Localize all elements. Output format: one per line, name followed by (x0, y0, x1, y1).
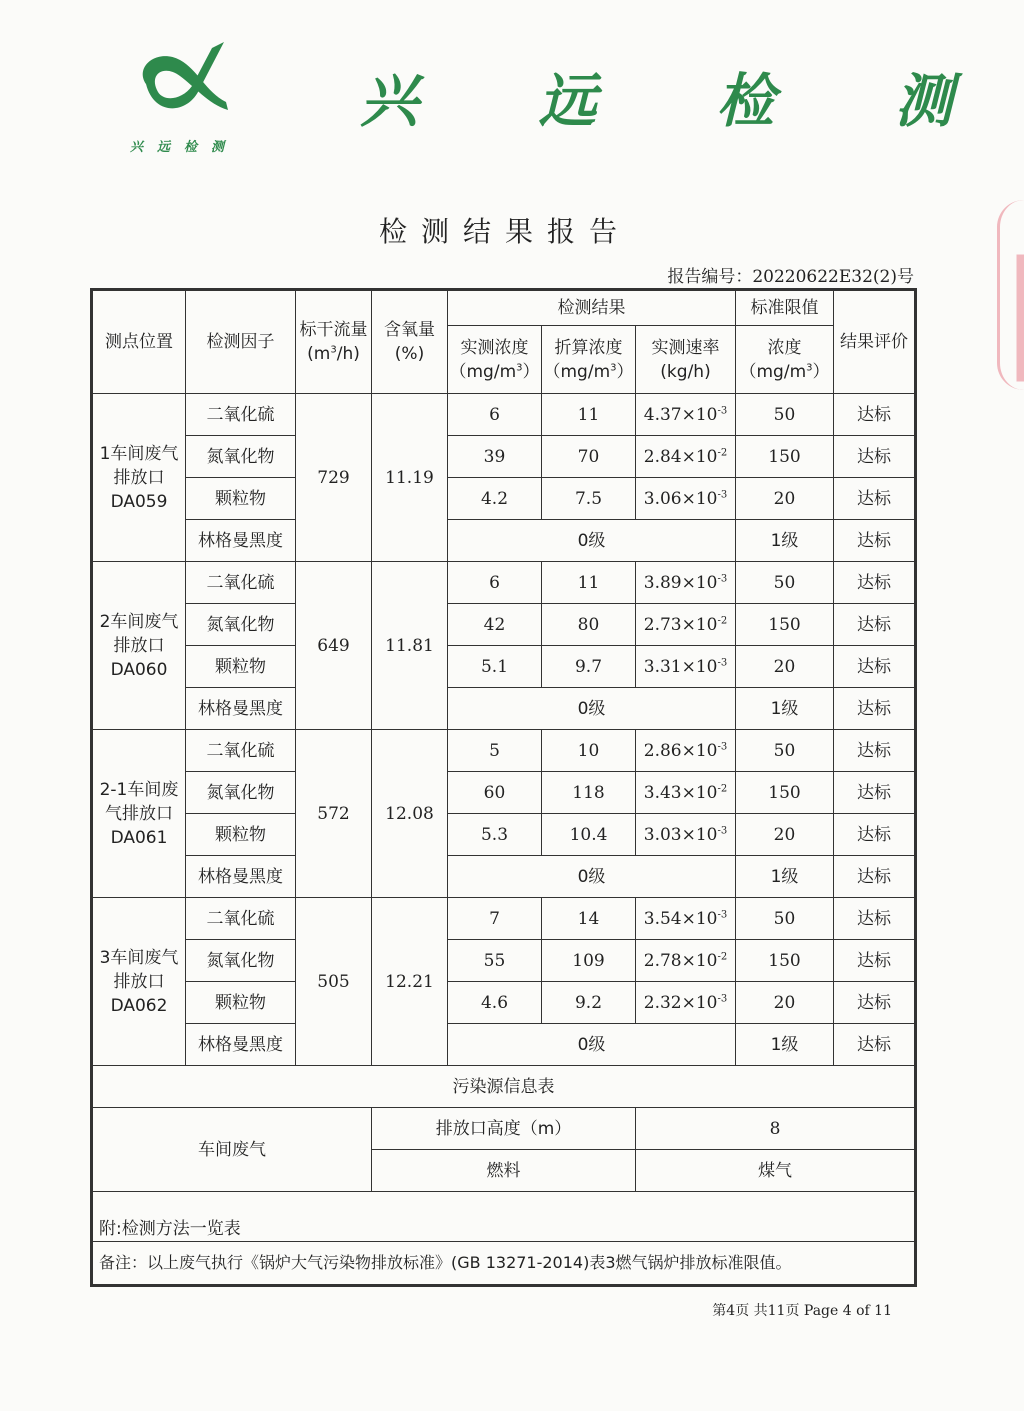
evaluation-cell: 达标 (834, 1024, 916, 1066)
limit-cell: 150 (736, 604, 834, 646)
height-value: 8 (636, 1108, 916, 1150)
table-row (92, 940, 916, 982)
evaluation-cell: 达标 (834, 856, 916, 898)
table-row (92, 394, 916, 436)
converted-conc-cell: 11 (542, 562, 636, 604)
evaluation-cell: 达标 (834, 730, 916, 772)
evaluation-cell: 达标 (834, 562, 916, 604)
measured-rate-cell: $3.43\times 10^{-2}$ (636, 772, 736, 814)
table-row (92, 520, 916, 562)
converted-conc-cell: 7.5 (542, 478, 636, 520)
appendix-row (92, 1192, 916, 1242)
results-table (90, 288, 917, 1287)
ringelmann-value-cell: 0级 (448, 520, 736, 562)
header-flow: 标干流量 $(m^3/h)$ (296, 290, 372, 394)
converted-conc-cell: 9.2 (542, 982, 636, 1024)
evaluation-cell: 达标 (834, 646, 916, 688)
measured-conc-cell: 5.3 (448, 814, 542, 856)
measured-rate-cell: $3.31\times 10^{-3}$ (636, 646, 736, 688)
evaluation-cell: 达标 (834, 478, 916, 520)
ringelmann-value-cell: 0级 (448, 1024, 736, 1066)
limit-cell: 1级 (736, 856, 834, 898)
factor-cell: 颗粒物 (186, 814, 296, 856)
ringelmann-value-cell: 0级 (448, 688, 736, 730)
oxygen-cell: 11.81 (372, 562, 448, 730)
limit-cell: 1级 (736, 1024, 834, 1066)
oxygen-cell: 12.08 (372, 730, 448, 898)
measured-rate-cell: $2.86\times 10^{-3}$ (636, 730, 736, 772)
header-location: 测点位置 (92, 290, 186, 394)
measured-conc-cell: 5 (448, 730, 542, 772)
company-logo-icon (128, 36, 238, 126)
measured-conc-cell: 60 (448, 772, 542, 814)
flow-cell: 729 (296, 394, 372, 562)
factor-cell: 颗粒物 (186, 646, 296, 688)
evaluation-cell: 达标 (834, 688, 916, 730)
evaluation-cell: 达标 (834, 394, 916, 436)
factor-cell: 二氧化硫 (186, 562, 296, 604)
brand-title: 兴 远 检 测 (360, 67, 1003, 135)
oxygen-cell: 12.21 (372, 898, 448, 1066)
location-cell: 2-1车间废气排放口DA061 (92, 730, 186, 898)
factor-cell: 颗粒物 (186, 478, 296, 520)
remark-row (92, 1242, 916, 1286)
limit-cell: 50 (736, 898, 834, 940)
measured-rate-cell: $2.84\times 10^{-2}$ (636, 436, 736, 478)
limit-cell: 20 (736, 646, 834, 688)
source-info-title-row (92, 1066, 916, 1108)
measured-conc-cell: 7 (448, 898, 542, 940)
table-row (92, 856, 916, 898)
measured-rate-cell: $4.37\times 10^{-3}$ (636, 394, 736, 436)
factor-cell: 林格曼黑度 (186, 688, 296, 730)
table-row (92, 436, 916, 478)
logo-caption: 兴远检测 (130, 140, 239, 155)
table-row (92, 1024, 916, 1066)
limit-cell: 50 (736, 394, 834, 436)
factor-cell: 二氧化硫 (186, 394, 296, 436)
factor-cell: 二氧化硫 (186, 898, 296, 940)
converted-conc-cell: 80 (542, 604, 636, 646)
converted-conc-cell: 9.7 (542, 646, 636, 688)
table-row (92, 688, 916, 730)
factor-cell: 氮氧化物 (186, 604, 296, 646)
limit-cell: 20 (736, 478, 834, 520)
height-label: 排放口高度（m） (372, 1108, 636, 1150)
evaluation-cell: 达标 (834, 898, 916, 940)
factor-cell: 林格曼黑度 (186, 520, 296, 562)
measured-rate-cell: $3.03\times 10^{-3}$ (636, 814, 736, 856)
header-measured-conc: 实测浓度 $(mg/m^3)$ (448, 326, 542, 394)
flow-cell: 572 (296, 730, 372, 898)
remark-note: 备注：以上废气执行《锅炉大气污染物排放标准》(GB 13271-2014)表3燃气锅炉排放标准限值。 (92, 1242, 916, 1286)
factor-cell: 氮氧化物 (186, 772, 296, 814)
factor-cell: 林格曼黑度 (186, 1024, 296, 1066)
factor-cell: 氮氧化物 (186, 940, 296, 982)
limit-cell: 50 (736, 562, 834, 604)
measured-rate-cell: $2.32\times 10^{-3}$ (636, 982, 736, 1024)
table-row (92, 730, 916, 772)
converted-conc-cell: 70 (542, 436, 636, 478)
table-row (92, 982, 916, 1024)
fuel-label: 燃料 (372, 1150, 636, 1192)
source-info-title: 污染源信息表 (92, 1066, 916, 1108)
location-cell: 2车间废气排放口DA060 (92, 562, 186, 730)
header-std-conc: 浓度 $(mg/m^3)$ (736, 326, 834, 394)
converted-conc-cell: 10.4 (542, 814, 636, 856)
header-evaluation: 结果评价 (834, 290, 916, 394)
limit-cell: 20 (736, 814, 834, 856)
evaluation-cell: 达标 (834, 772, 916, 814)
evaluation-cell: 达标 (834, 814, 916, 856)
converted-conc-cell: 109 (542, 940, 636, 982)
table-row (92, 772, 916, 814)
report-number: 报告编号：20220622E32(2)号 (667, 267, 914, 287)
evaluation-cell: 达标 (834, 520, 916, 562)
header-oxygen: 含氧量 (%) (372, 290, 448, 394)
measured-conc-cell: 4.2 (448, 478, 542, 520)
factor-cell: 林格曼黑度 (186, 856, 296, 898)
measured-rate-cell: $2.78\times 10^{-2}$ (636, 940, 736, 982)
factor-cell: 二氧化硫 (186, 730, 296, 772)
appendix-note: 附:检测方法一览表 (92, 1192, 916, 1242)
report-title: 检测结果报告 (378, 215, 631, 248)
measured-rate-cell: $3.89\times 10^{-3}$ (636, 562, 736, 604)
factor-cell: 颗粒物 (186, 982, 296, 1024)
evaluation-cell: 达标 (834, 940, 916, 982)
location-cell: 3车间废气排放口DA062 (92, 898, 186, 1066)
measured-rate-cell: $2.73\times 10^{-2}$ (636, 604, 736, 646)
table-row (92, 898, 916, 940)
limit-cell: 150 (736, 940, 834, 982)
limit-cell: 20 (736, 982, 834, 1024)
oxygen-cell: 11.19 (372, 394, 448, 562)
table-row (92, 604, 916, 646)
table-row (92, 814, 916, 856)
converted-conc-cell: 11 (542, 394, 636, 436)
measured-conc-cell: 39 (448, 436, 542, 478)
ringelmann-value-cell: 0级 (448, 856, 736, 898)
measured-conc-cell: 6 (448, 394, 542, 436)
header-factor: 检测因子 (186, 290, 296, 394)
limit-cell: 50 (736, 730, 834, 772)
limit-cell: 150 (736, 772, 834, 814)
measured-conc-cell: 5.1 (448, 646, 542, 688)
fuel-value: 煤气 (636, 1150, 916, 1192)
measured-conc-cell: 4.6 (448, 982, 542, 1024)
measured-conc-cell: 55 (448, 940, 542, 982)
header-results: 检测结果 (448, 290, 736, 326)
header-converted-conc: 折算浓度 $(mg/m^3)$ (542, 326, 636, 394)
source-info-row (92, 1108, 916, 1150)
measured-rate-cell: $3.06\times 10^{-3}$ (636, 478, 736, 520)
table-row (92, 562, 916, 604)
measured-conc-cell: 6 (448, 562, 542, 604)
evaluation-cell: 达标 (834, 604, 916, 646)
source-type: 车间废气 (92, 1108, 372, 1192)
factor-cell: 氮氧化物 (186, 436, 296, 478)
evaluation-cell: 达标 (834, 436, 916, 478)
page-footer: 第4页 共11页 Page 4 of 11 (712, 1303, 892, 1319)
measured-conc-cell: 42 (448, 604, 542, 646)
header-measured-rate: 实测速率 (kg/h) (636, 326, 736, 394)
flow-cell: 649 (296, 562, 372, 730)
limit-cell: 1级 (736, 520, 834, 562)
limit-cell: 1级 (736, 688, 834, 730)
location-cell: 1车间废气排放口DA059 (92, 394, 186, 562)
table-row (92, 646, 916, 688)
flow-cell: 505 (296, 898, 372, 1066)
converted-conc-cell: 10 (542, 730, 636, 772)
limit-cell: 150 (736, 436, 834, 478)
converted-conc-cell: 14 (542, 898, 636, 940)
header-standard: 标准限值 (736, 290, 834, 326)
evaluation-cell: 达标 (834, 982, 916, 1024)
measured-rate-cell: $3.54\times 10^{-3}$ (636, 898, 736, 940)
converted-conc-cell: 118 (542, 772, 636, 814)
table-row (92, 478, 916, 520)
